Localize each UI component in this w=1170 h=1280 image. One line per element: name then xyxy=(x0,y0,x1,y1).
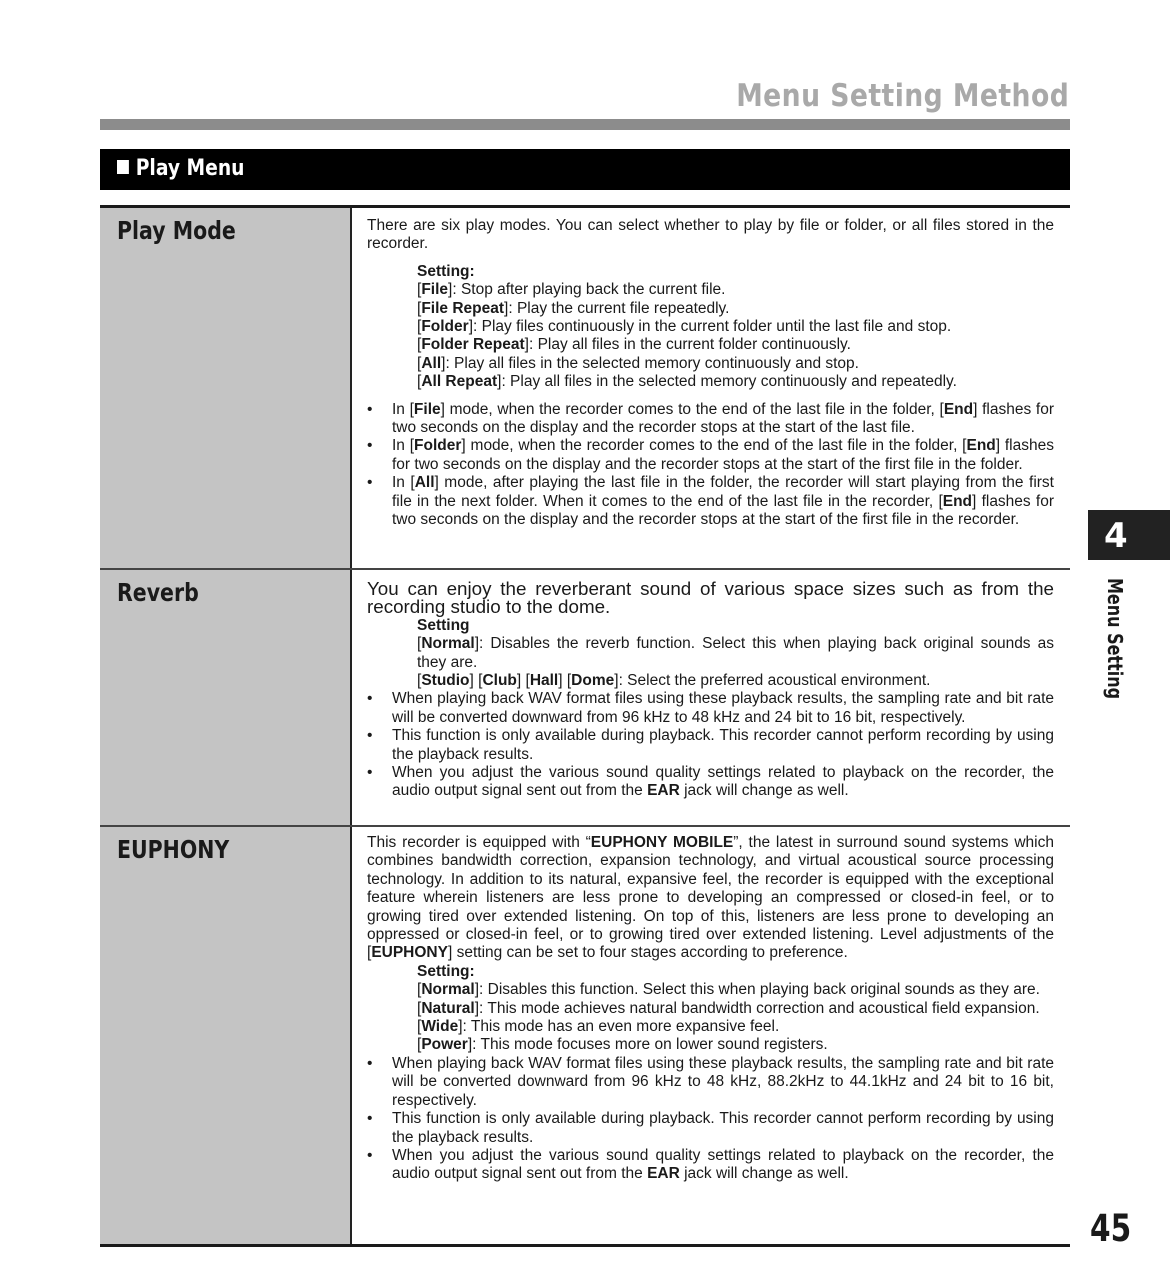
notes-list xyxy=(367,690,1054,800)
title-rule xyxy=(100,119,1070,130)
setting-item: [File]: Stop after playing back the current file. xyxy=(417,281,726,299)
note-item: • In [All] mode, after playing the last file in the folder, the recorder will start playing from the first file in the next folder. When it comes to the end of the last file in the recorder, [End] flashes for two seconds on the display and the recorder stops at the start of the first file in the recorder. xyxy=(367,474,1054,529)
setting-item: [Folder Repeat]: Play all files in the current folder continuously. xyxy=(417,336,851,354)
setting-item: [Studio] [Club] [Hall] [Dome]: Select the preferred acoustical environment. xyxy=(417,672,931,690)
section-header xyxy=(100,149,1070,190)
term-cell xyxy=(100,827,352,1244)
note-item: • When you adjust the various sound quality settings related to playback on the recorder, the audio output signal sent out from the EAR jack will change as well. xyxy=(367,1147,1054,1184)
note-item: • When playing back WAV format files using these playback results, the sampling rate and bit rate will be converted downward from 96 kHz to 48 kHz, 88.2kHz to 44.1kHz and 24 bit to 16 bit, respectively. xyxy=(367,1055,1054,1110)
setting-item: [Wide]: This mode has an even more expansive feel. xyxy=(417,1018,780,1036)
note-item: • When playing back WAV format files using these playback results, the sampling rate and bit rate will be converted downward from 96 kHz to 48 kHz and 24 bit to 16 bit, respectively. xyxy=(367,690,1054,727)
notes-list xyxy=(367,401,1054,530)
note-item: • In [Folder] mode, when the recorder comes to the end of the last file in the folder, [End] flashes for two seconds on the display and the recorder stops at the start of the first file in the folder. xyxy=(367,437,1054,474)
chapter-number: 4 xyxy=(1104,516,1128,556)
page-number: 45 xyxy=(1090,1207,1132,1250)
note-item: • This function is only available during playback. This recorder cannot perform recording by using the playback results. xyxy=(367,727,1054,764)
setting-item: [All Repeat]: Play all files in the selected memory continuously and repeatedly. xyxy=(417,373,957,391)
intro-text: You can enjoy the reverberant sound of various space sizes such as from the recording studio to the dome. xyxy=(367,578,1054,618)
chapter-side-label: Menu Setting xyxy=(1103,578,1127,700)
note-item: • When you adjust the various sound quality settings related to playback on the recorder, the audio output signal sent out from the EAR jack will change as well. xyxy=(367,764,1054,801)
menu-row-euphony xyxy=(100,825,1070,1247)
note-item: • This function is only available during playback. This recorder cannot perform recording by using the playback results. xyxy=(367,1110,1054,1147)
setting-item: [Natural]: This mode achieves natural bandwidth correction and acoustical field expansion. xyxy=(417,999,1040,1017)
menu-row-play-mode xyxy=(100,205,1070,570)
setting-item: [Power]: This mode focuses more on lower sound registers. xyxy=(417,1036,828,1054)
square-bullet-icon xyxy=(117,160,129,174)
setting-item: [All]: Play all files in the selected memory continuously and stop. xyxy=(417,354,859,372)
setting-item: [Folder]: Play files continuously in the current folder until the last file and stop. xyxy=(417,318,952,336)
term-label: Reverb xyxy=(117,578,199,607)
setting-label: Setting xyxy=(417,616,470,634)
term-cell xyxy=(100,208,352,570)
page-title: Menu Setting Method xyxy=(735,78,1069,114)
setting-list xyxy=(417,263,1054,392)
intro-text: There are six play modes. You can select whether to play by file or folder, or all files stored in the recorder. xyxy=(367,217,1054,253)
section-title: Play Menu xyxy=(117,156,244,181)
chapter-tab xyxy=(1088,510,1170,560)
setting-list xyxy=(417,963,1054,1055)
setting-list xyxy=(417,617,1054,691)
term-label: Play Mode xyxy=(117,216,236,245)
description-cell xyxy=(352,827,1070,1244)
setting-label: Setting: xyxy=(417,262,475,280)
setting-item: [File Repeat]: Play the current file repeatedly. xyxy=(417,299,730,317)
setting-label: Setting: xyxy=(417,962,475,980)
setting-item: [Normal]: Disables this function. Select this when playing back original sounds as they are. xyxy=(417,981,1040,999)
note-item: • In [File] mode, when the recorder comes to the end of the last file in the folder, [End] flashes for two seconds on the display and the recorder stops at the start of the last file. xyxy=(367,401,1054,438)
setting-item: [Normal]: Disables the reverb function. Select this when playing back original sounds as they are. xyxy=(417,635,1054,671)
term-cell xyxy=(100,570,352,826)
intro-text: This recorder is equipped with “EUPHONY MOBILE”, the latest in surround sound systems which combines bandwidth correction, expansion technology, and virtual acoustical source processing technology. In addition to its natural, expansive feel, the recorder is equipped with the exceptional feature wherein listeners are less prone to developing an compressed or closed-in feel, or to growing tired over extended listening. On top of this, listeners are less prone to developing an oppressed or closed-in feel, or to growing tired over extended listening. Level adjustments of the [EUPHONY] setting can be set to four stages according to preference. xyxy=(367,834,1054,962)
description-cell xyxy=(352,208,1070,570)
term-label: EUPHONY xyxy=(117,835,230,864)
menu-row-reverb xyxy=(100,568,1070,826)
description-cell xyxy=(352,570,1070,826)
notes-list xyxy=(367,1055,1054,1184)
